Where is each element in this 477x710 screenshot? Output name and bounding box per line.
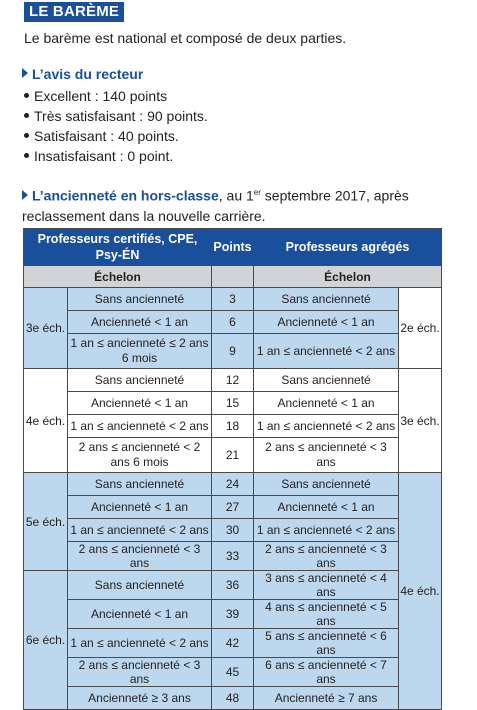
echelon-subheader-blank	[212, 266, 254, 288]
intro-text: Le barème est national et composé de deux parties.	[24, 30, 347, 46]
certifie-cell: 1 an ≤ ancienneté < 2 ans	[68, 519, 212, 542]
agrege-cell: Ancienneté < 1 an	[254, 496, 399, 519]
col-header-agreges: Professeurs agrégés	[254, 229, 442, 266]
echelon-agrege: 4e éch.	[399, 473, 442, 710]
points-cell: 18	[212, 415, 254, 438]
col-header-points: Points	[212, 229, 254, 266]
avis-heading-label: L’avis du recteur	[32, 66, 144, 82]
triangle-bullet-icon	[22, 68, 28, 78]
echelon-certifie: 6e éch.	[24, 571, 68, 710]
certifie-cell: Ancienneté < 1 an	[68, 392, 212, 415]
agrege-cell: 5 ans ≤ ancienneté < 6 ans	[254, 629, 399, 658]
points-cell: 6	[212, 311, 254, 334]
echelon-agrege: 3e éch.	[399, 369, 442, 473]
points-cell: 30	[212, 519, 254, 542]
table-row	[24, 496, 442, 519]
agrege-cell: Sans ancienneté	[254, 473, 399, 496]
certifie-cell: Ancienneté < 1 an	[68, 496, 212, 519]
certifie-cell: 2 ans ≤ ancienneté < 3 ans	[68, 658, 212, 687]
table-row	[24, 571, 442, 600]
echelon-subheader-agreges: Échelon	[254, 266, 442, 288]
points-cell: 33	[212, 542, 254, 571]
echelon-subheader-certifies: Échelon	[24, 266, 212, 288]
bullet-icon	[24, 133, 29, 138]
triangle-bullet-icon	[22, 190, 28, 200]
agrege-cell: 3 ans ≤ ancienneté < 4 ans	[254, 571, 399, 600]
agrege-cell: 4 ans ≤ ancienneté < 5 ans	[254, 600, 399, 629]
certifie-cell: Ancienneté ≥ 3 ans	[68, 687, 212, 710]
table-row	[24, 542, 442, 571]
points-cell: 36	[212, 571, 254, 600]
table-row	[24, 288, 442, 311]
certifie-cell: Sans ancienneté	[68, 473, 212, 496]
agrege-cell: 1 an ≤ ancienneté < 2 ans	[254, 415, 399, 438]
list-item	[24, 106, 208, 126]
list-item	[24, 126, 208, 146]
avis-heading	[22, 66, 143, 82]
echelon-certifie: 4e éch.	[24, 369, 68, 473]
certifie-cell: 1 an ≤ ancienneté < 2 ans	[68, 415, 212, 438]
list-item-text: Excellent : 140 points	[34, 88, 168, 104]
table-row	[24, 415, 442, 438]
anciennete-text-b: septembre 2017, après reclassement dans la nouvelle carrière.	[22, 187, 409, 224]
agrege-cell: Ancienneté < 1 an	[254, 311, 399, 334]
points-cell: 27	[212, 496, 254, 519]
bullet-icon	[24, 93, 29, 98]
certifie-cell: Sans ancienneté	[68, 288, 212, 311]
agrege-cell: 6 ans ≤ ancienneté < 7 ans	[254, 658, 399, 687]
avis-list	[24, 86, 208, 166]
points-cell: 24	[212, 473, 254, 496]
agrege-cell: Sans ancienneté	[254, 369, 399, 392]
certifie-cell: 1 an ≤ ancienneté < 2 ans	[68, 629, 212, 658]
points-cell: 9	[212, 334, 254, 369]
bullet-icon	[24, 153, 29, 158]
table-row	[24, 600, 442, 629]
agrege-cell: Ancienneté < 1 an	[254, 392, 399, 415]
table-row	[24, 519, 442, 542]
col-header-certifies: Professeurs certifiés, CPE, Psy-ÉN	[24, 229, 212, 266]
table-row	[24, 473, 442, 496]
table-row	[24, 658, 442, 687]
list-item-text: Insatisfaisant : 0 point.	[34, 148, 174, 164]
points-cell: 39	[212, 600, 254, 629]
points-cell: 12	[212, 369, 254, 392]
list-item	[24, 86, 208, 106]
anciennete-paragraph	[22, 183, 452, 226]
points-cell: 15	[212, 392, 254, 415]
echelon-certifie: 5e éch.	[24, 473, 68, 571]
agrege-cell: Sans ancienneté	[254, 288, 399, 311]
certifie-cell: 1 an ≤ ancienneté ≤ 2 ans 6 mois	[68, 334, 212, 369]
echelon-agrege: 2e éch.	[399, 288, 442, 369]
certifie-cell: 2 ans ≤ ancienneté < 2 ans 6 mois	[68, 438, 212, 473]
points-cell: 45	[212, 658, 254, 687]
anciennete-sup: er	[253, 188, 261, 197]
table-row	[24, 687, 442, 710]
table-row	[24, 369, 442, 392]
table-row	[24, 392, 442, 415]
table-row	[24, 629, 442, 658]
certifie-cell: Ancienneté < 1 an	[68, 600, 212, 629]
section-title: LE BARÈME	[24, 2, 124, 22]
agrege-cell: 2 ans ≤ ancienneté < 3 ans	[254, 542, 399, 571]
certifie-cell: 2 ans ≤ ancienneté < 3 ans	[68, 542, 212, 571]
table-row	[24, 334, 442, 369]
list-item-text: Très satisfaisant : 90 points.	[34, 108, 208, 124]
points-cell: 48	[212, 687, 254, 710]
agrege-cell: Ancienneté ≥ 7 ans	[254, 687, 399, 710]
agrege-cell: 1 an ≤ ancienneté < 2 ans	[254, 334, 399, 369]
points-cell: 3	[212, 288, 254, 311]
points-cell: 21	[212, 438, 254, 473]
bareme-table	[23, 228, 442, 710]
agrege-cell: 1 an ≤ ancienneté < 2 ans	[254, 519, 399, 542]
agrege-cell: 2 ans ≤ ancienneté < 3 ans	[254, 438, 399, 473]
table-row	[24, 438, 442, 473]
certifie-cell: Sans ancienneté	[68, 571, 212, 600]
table-row	[24, 311, 442, 334]
list-item-text: Satisfaisant : 40 points.	[34, 128, 179, 144]
bullet-icon	[24, 113, 29, 118]
echelon-certifie: 3e éch.	[24, 288, 68, 369]
certifie-cell: Sans ancienneté	[68, 369, 212, 392]
list-item	[24, 146, 208, 166]
anciennete-heading: L’ancienneté en hors-classe	[32, 187, 219, 204]
anciennete-text-a: , au 1	[218, 187, 254, 204]
points-cell: 42	[212, 629, 254, 658]
certifie-cell: Ancienneté < 1 an	[68, 311, 212, 334]
